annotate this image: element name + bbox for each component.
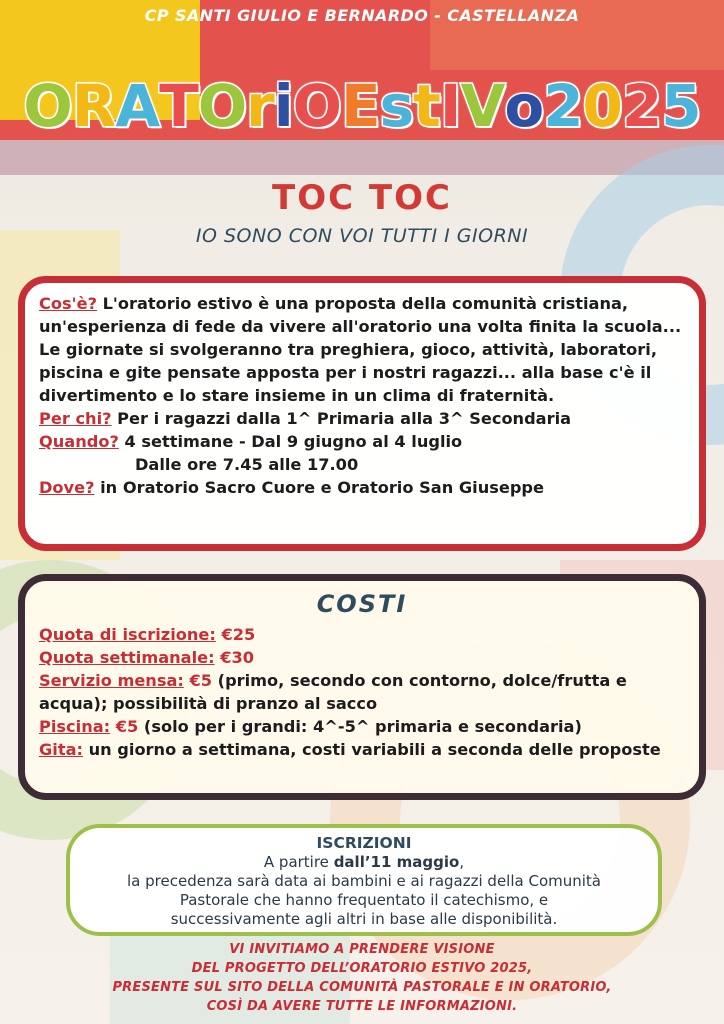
iscrizione-price: €25 <box>215 625 256 644</box>
settimanale-price: €30 <box>214 648 255 667</box>
logo-letter: A <box>115 72 160 140</box>
info-cose <box>39 292 685 338</box>
piscina-price: €5 <box>110 717 139 736</box>
info-box <box>18 276 706 551</box>
footer-line-3: PRESENTE SUL SITO DELLA COMUNITÀ PASTORALE E IN ORATORIO, <box>112 980 612 995</box>
cose-label: Cos'è? <box>39 294 97 313</box>
dove-label: Dove? <box>39 478 95 497</box>
per-chi-text: Per i ragazzi dalla 1^ Primaria alla 3^ Secondaria <box>111 409 572 428</box>
costi-box <box>18 574 706 800</box>
logo-letter: I <box>439 72 461 140</box>
logo-letter: R <box>71 72 116 140</box>
logo-letter: O <box>23 72 72 140</box>
iscrizioni-line-4: successivamente agli altri in base alle disponibilità. <box>170 910 558 928</box>
info-dove <box>39 476 685 499</box>
costi-title: COSTI <box>316 590 408 618</box>
mensa-price: €5 <box>183 671 213 690</box>
quando-orari: Dalle ore 7.45 alle 17.00 <box>135 455 359 474</box>
info-quando <box>39 430 685 476</box>
iscrizione-label: Quota di iscrizione: <box>39 625 216 644</box>
costi-gita <box>39 738 685 761</box>
iscrizioni-box <box>66 824 662 936</box>
mensa-label: Servizio mensa: <box>39 671 184 690</box>
footer-line-2: DEL PROGETTO DELL’ORATORIO ESTIVO 2025, <box>191 961 533 976</box>
costi-iscrizione <box>39 623 685 646</box>
parish-header: CP SANTI GIULIO E BERNARDO - CASTELLANZA <box>144 6 580 25</box>
costi-settimanale <box>39 646 685 669</box>
logo-letter: 2 <box>621 72 662 140</box>
piscina-text: (solo per i grandi: 4^-5^ primaria e secondaria) <box>138 717 582 736</box>
dove-text: in Oratorio Sacro Cuore e Oratorio San Giuseppe <box>94 478 544 497</box>
mensa-text: (primo, secondo con contorno, dolce/frutta e acqua); possibilità di pranzo al sacco <box>39 671 627 713</box>
logo-letter: r <box>246 72 274 140</box>
logo-letter: O <box>292 72 341 140</box>
iscrizioni-date: dall’11 maggio <box>333 853 460 871</box>
costi-piscina <box>39 715 685 738</box>
settimanale-label: Quota settimanale: <box>39 648 215 667</box>
logo-letter: V <box>460 72 505 140</box>
logo-letter: 2 <box>543 72 583 140</box>
iscrizioni-line-2: la precedenza sarà data ai bambini e ai ragazzi della Comunità <box>127 872 601 890</box>
per-chi-label: Per chi? <box>39 409 112 428</box>
costi-mensa <box>39 669 685 715</box>
page-title: TOC TOC <box>272 178 452 218</box>
info-giornate: Le giornate si svolgeranno tra preghiera, gioco, attività, laboratori, piscina e gite pensate apposta per i nostri ragazzi... alla base c'è il divertimento e lo stare insieme in un clima di fraternità. <box>39 340 657 405</box>
logo-letter: i <box>273 72 293 140</box>
quando-label: Quando? <box>39 432 119 451</box>
info-per-chi <box>39 407 685 430</box>
iscrizioni-line-1 <box>80 853 648 872</box>
iscrizioni-title: ISCRIZIONI <box>316 834 412 852</box>
iscrizioni-line-1-pre: A partire <box>263 853 334 871</box>
footer-invitation <box>0 940 724 1016</box>
quando-text: 4 settimane - Dal 9 giugno al 4 luglio <box>118 432 463 451</box>
piscina-label: Piscina: <box>39 717 111 736</box>
cose-text: L'oratorio estivo è una proposta della comunità cristiana, un'esperienza di fede da vivere all'oratorio una volta finita la scuola... <box>39 294 682 336</box>
page-subtitle: IO SONO CON VOI TUTTI I GIORNI <box>195 225 529 247</box>
logo-letter: 0 <box>582 72 622 140</box>
logo-letter: T <box>159 72 198 140</box>
iscrizioni-line-3: Pastorale che hanno frequentato il catechismo, e <box>179 891 549 909</box>
logo-letter: o <box>504 72 544 140</box>
logo-letter: 5 <box>661 72 701 140</box>
logo-letter: t <box>413 72 440 140</box>
oratorio-estivo-logo <box>0 60 724 152</box>
logo-letter: O <box>197 72 247 140</box>
gita-label: Gita: <box>39 740 83 759</box>
logo-letter: E <box>340 72 380 140</box>
iscrizioni-line-1-post: , <box>459 853 465 871</box>
gita-text: un giorno a settimana, costi variabili a seconda delle proposte <box>82 740 661 759</box>
footer-line-4: COSÌ DA AVERE TUTTE LE INFORMAZIONI. <box>206 999 518 1014</box>
footer-line-1: VI INVITIAMO A PRENDERE VISIONE <box>229 942 495 957</box>
logo-letter: s <box>379 72 414 140</box>
